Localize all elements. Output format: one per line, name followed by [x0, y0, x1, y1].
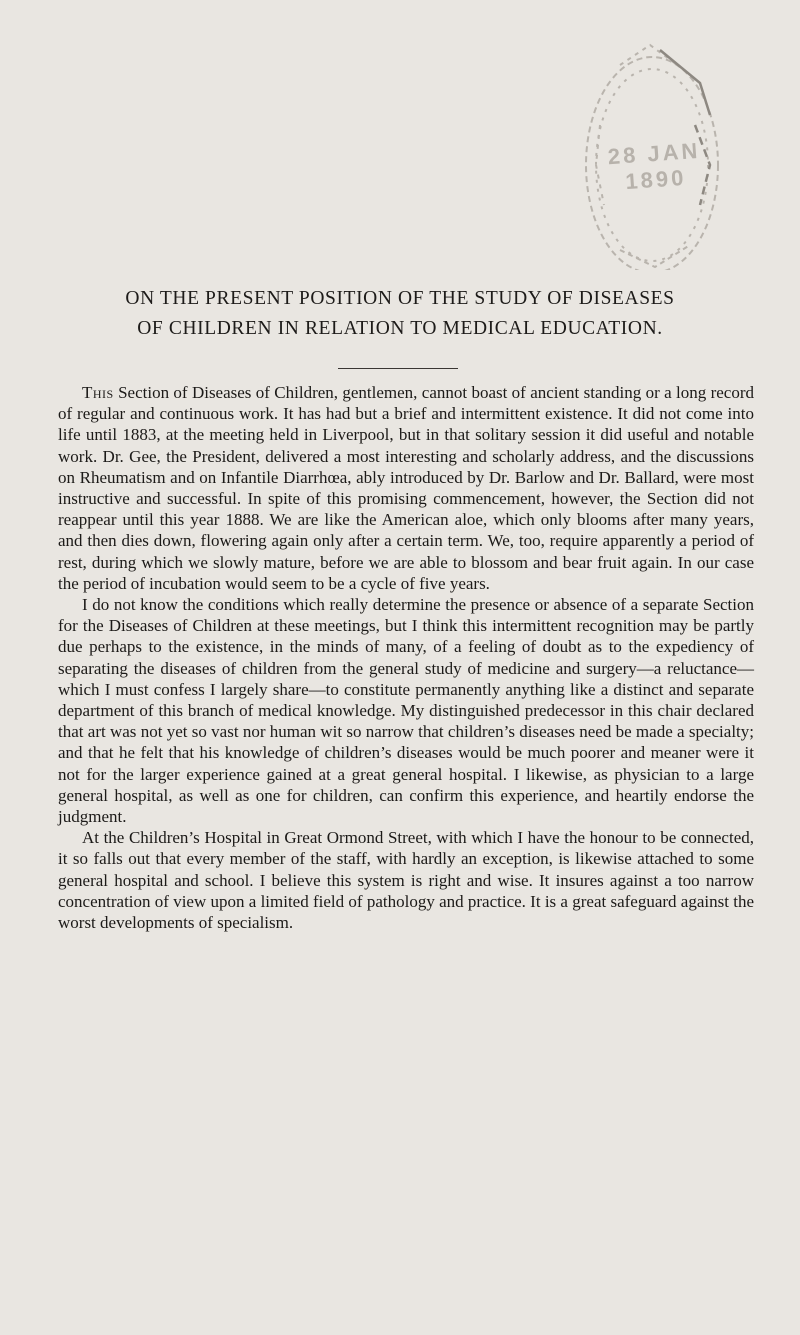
paragraph-2	[58, 594, 754, 827]
paragraph-lead-word: This	[82, 383, 114, 402]
library-stamp	[560, 5, 720, 270]
paragraph-3	[58, 827, 754, 933]
stamp-date: 28 JAN 1890	[607, 137, 702, 195]
paragraph-text: Section of Diseases of Children, gentlemen, cannot boast of ancient standing or a long record of regular and continuous work. It has had but a brief and intermittent existence. It did not come into life until 1883, at the meeting held in Liverpool, but in that solitary session it did useful and notable work. Dr. Gee, the President, delivered a most interesting and scholarly address, and the discussions on Rheumatism and on Infantile Diarrhœa, ably introduced by Dr. Barlow and Dr. Ballard, were most instructive and successful. In spite of this promising commencement, however, the Section did not reappear until this year 1888. We are like the American aloe, which only blooms after many years, and then dies down, flowering again only after a certain term. We, too, require apparently a period of rest, during which we slowly mature, before we are able to blossom and bear fruit again. In our case the period of incubation would seem to be a cycle of five years.	[58, 383, 754, 593]
article-title-line-2: OF CHILDREN IN RELATION TO MEDICAL EDUCATION.	[137, 318, 663, 339]
paragraph-text: I do not know the conditions which really determine the presence or absence of a separate Section for the Diseases of Children at these meetings, but I think this intermittent recognition may be partly due perhaps to the existence, in the minds of many, of a feeling of doubt as to the expediency of separating the diseases of children from the general study of medicine and surgery—a reluctance—which I must confess I largely share—to constitute permanently anything like a distinct and separate department of this branch of medical knowledge. My distinguished predecessor in this chair declared that art was not yet so vast nor human wit so narrow that children’s diseases need be made a specialty; and that he felt that his knowledge of children’s diseases would be much poorer and meaner were it not for the larger experience gained at a great general hospital. I likewise, as physician to a large general hospital, as well as one for children, can confirm this experience, and heartily endorse the judgment.	[58, 595, 754, 827]
article-title-line-1: ON THE PRESENT POSITION OF THE STUDY OF DISEASES	[125, 288, 675, 309]
paragraph-text: At the Children’s Hospital in Great Ormond Street, with which I have the honour to be connected, it so falls out that every member of the staff, with hardly an exception, is likewise attached to some general hospital and school. I believe this system is right and wise. It insures against a too narrow concentration of view upon a limited field of pathology and practice. It is a great safeguard against the worst developments of specialism.	[58, 828, 754, 933]
article-body	[58, 382, 754, 933]
paragraph-1	[58, 382, 754, 594]
title-divider	[338, 368, 458, 369]
